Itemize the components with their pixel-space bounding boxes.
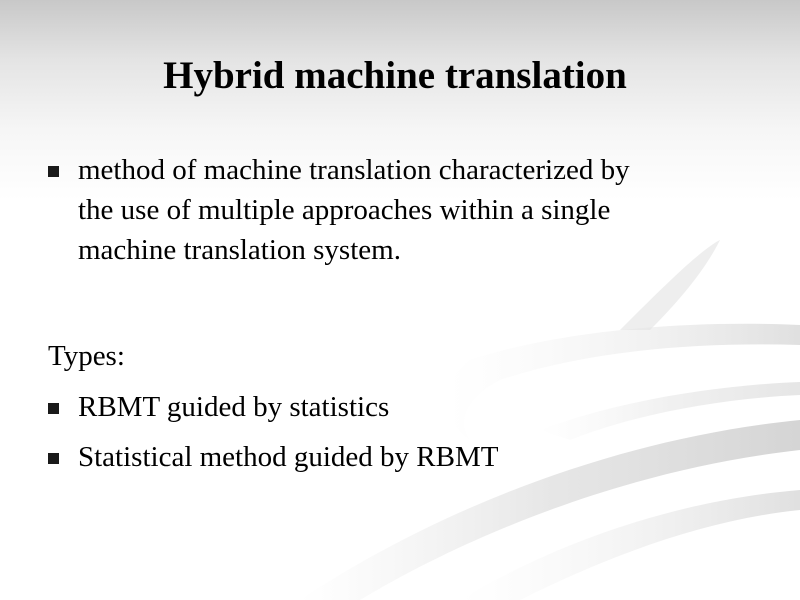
- bullet-definition-text: [78, 150, 758, 270]
- bullet-definition: [48, 150, 748, 270]
- square-bullet-icon: [48, 166, 59, 177]
- bullet-definition-line-3: machine translation system.: [78, 234, 401, 266]
- types-label: Types:: [48, 340, 125, 372]
- slide-title: Hybrid machine translation: [163, 54, 627, 97]
- bullet-type-1-text: RBMT guided by statistics: [78, 391, 390, 423]
- bullet-type-2: [48, 437, 728, 477]
- square-bullet-icon: [48, 453, 59, 464]
- square-bullet-icon: [48, 403, 59, 414]
- bullet-type-2-text: Statistical method guided by RBMT: [78, 441, 499, 473]
- bullet-type-1: [48, 387, 728, 427]
- bullet-definition-line-2: the use of multiple approaches within a single: [78, 194, 611, 226]
- bullet-definition-line-1: method of machine translation characterized by: [78, 154, 630, 186]
